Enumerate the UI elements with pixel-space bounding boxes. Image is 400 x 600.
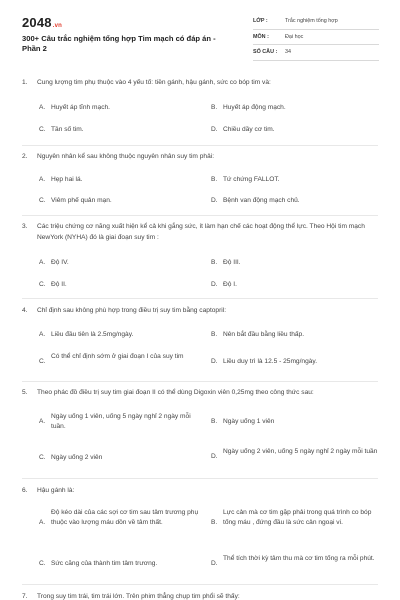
page-header: [0, 0, 400, 82]
logo-main: 2048: [22, 15, 52, 30]
option-text: Huyết áp tĩnh mạch.: [51, 104, 111, 111]
option-letter: C.: [39, 560, 46, 567]
option-letter: A.: [39, 331, 46, 338]
question-stem: [22, 152, 382, 163]
divider: [22, 478, 378, 479]
question-text: Cung lượng tim phụ thuộc vào 4 yếu tố: tiền gánh, hậu gánh, sức co bóp tim và:: [37, 79, 271, 86]
option-text: Ngày uống 2 viên, uống 5 ngày nghỉ 2 ngày mỗi tuần: [223, 448, 378, 455]
option-letter: A.: [39, 176, 46, 183]
option-letter: C.: [39, 358, 46, 365]
question-stem: [22, 78, 382, 89]
meta-table: [253, 14, 379, 61]
option-d[interactable]: [211, 196, 381, 206]
option-letter: B.: [211, 331, 218, 338]
option-letter: D.: [211, 358, 218, 365]
option-c[interactable]: [39, 453, 204, 463]
option-text: Lực cản mà cơ tim gặp phải trong quá trình co bóp tống máu , đứng đầu là sức cản ngoại vi.: [223, 509, 372, 526]
question-4: [22, 306, 382, 384]
question-number: 6.: [22, 487, 28, 494]
option-text: Ngày uống 1 viên: [223, 418, 275, 425]
question-number: 3.: [22, 223, 28, 230]
option-text: Thể tích thời kỳ tâm thu mà cơ tim tống ra mỗi phút.: [223, 555, 375, 562]
option-letter: A.: [39, 418, 46, 425]
option-c[interactable]: [39, 280, 204, 290]
question-7: [22, 592, 382, 600]
question-text: Theo phác đồ điều trị suy tim giai đoạn II có thể dùng Digoxin viên 0,25mg theo công thức sau:: [37, 389, 314, 396]
option-letter: A.: [39, 104, 46, 111]
logo-suffix: .vn: [52, 23, 63, 29]
question-text: Trong suy tim trái, tim trái lớn. Trên phim thẳng chụp tim phổi sẽ thấy:: [37, 593, 240, 600]
option-text: Bệnh van động mạch chủ.: [223, 197, 300, 204]
option-d[interactable]: [211, 554, 381, 567]
option-b[interactable]: [211, 330, 381, 340]
question-6: [22, 486, 382, 582]
option-text: Độ II.: [51, 281, 67, 288]
option-b[interactable]: [211, 508, 383, 528]
option-b[interactable]: [211, 175, 381, 185]
site-logo[interactable]: [22, 15, 62, 30]
option-text: Ngày uống 2 viên: [51, 454, 103, 461]
option-b[interactable]: [211, 258, 381, 268]
option-letter: C.: [39, 197, 46, 204]
question-stem: [22, 486, 382, 497]
option-a[interactable]: [39, 103, 204, 113]
page-title: 300+ Câu trắc nghiệm tổng hợp Tim mạch có đáp án - Phần 2: [22, 34, 216, 54]
option-letter: B.: [211, 104, 218, 111]
meta-key: LỚP :: [253, 18, 268, 24]
meta-row-subject: [253, 30, 379, 46]
option-c[interactable]: [39, 352, 199, 365]
question-stem: [22, 306, 382, 317]
divider: [22, 215, 378, 216]
option-letter: A.: [39, 259, 46, 266]
option-c[interactable]: [39, 559, 204, 569]
option-text: Chiều dầy cơ tim.: [223, 126, 275, 133]
option-text: Ngày uống 1 viên, uống 5 ngày nghỉ 2 ngày mỗi tuần.: [51, 413, 191, 430]
question-5: [22, 388, 382, 478]
question-stem: [22, 222, 382, 243]
divider: [22, 381, 378, 382]
meta-row-class: [253, 14, 379, 30]
option-c[interactable]: [39, 196, 204, 206]
question-number: 4.: [22, 307, 28, 314]
question-number: 7.: [22, 593, 28, 600]
option-a[interactable]: [39, 508, 209, 528]
option-c[interactable]: [39, 125, 204, 135]
option-text: Huyết áp động mạch.: [223, 104, 286, 111]
divider: [22, 145, 378, 146]
option-d[interactable]: [211, 447, 381, 460]
option-letter: C.: [39, 454, 46, 461]
question-3: [22, 222, 382, 302]
option-letter: D.: [211, 453, 218, 460]
meta-value: 34: [285, 49, 291, 55]
option-letter: B.: [211, 176, 218, 183]
option-text: Liều duy trì là 12.5 - 25mg/ngày.: [223, 358, 318, 365]
question-stem: [22, 592, 382, 600]
option-d[interactable]: [211, 357, 381, 367]
question-number: 2.: [22, 153, 28, 160]
option-letter: B.: [211, 418, 218, 425]
option-a[interactable]: [39, 258, 204, 268]
option-text: Tần số tim.: [51, 126, 84, 133]
option-letter: A.: [39, 519, 46, 526]
question-1: [22, 78, 382, 148]
option-b[interactable]: [211, 417, 381, 427]
option-a[interactable]: [39, 175, 204, 185]
meta-row-count: [253, 45, 379, 61]
option-text: Nên bắt đầu bằng liều thấp.: [223, 331, 305, 338]
option-letter: D.: [211, 126, 218, 133]
option-text: Độ IV.: [51, 259, 69, 266]
meta-value: Đại học: [285, 33, 304, 40]
option-text: Độ kéo dài của các sợi cơ tim sau tâm trương phụ thuộc vào lượng máu dồn về tâm thất.: [51, 509, 199, 526]
option-text: Hẹp hai lá.: [51, 176, 83, 183]
question-stem: [22, 388, 382, 399]
option-d[interactable]: [211, 280, 381, 290]
option-letter: C.: [39, 126, 46, 133]
option-text: Độ I.: [223, 281, 237, 288]
option-b[interactable]: [211, 103, 381, 113]
option-text: Sức căng của thành tim tâm trương.: [51, 560, 158, 567]
option-letter: C.: [39, 281, 46, 288]
option-text: Liều đầu tiên là 2.5mg/ngày.: [51, 331, 134, 338]
question-text: Hậu gánh là:: [37, 487, 75, 494]
option-letter: B.: [211, 519, 218, 526]
option-d[interactable]: [211, 125, 381, 135]
option-letter: D.: [211, 560, 218, 567]
meta-key: MÔN :: [253, 33, 269, 40]
option-text: Viêm phế quản mạn.: [51, 197, 112, 204]
question-text: Các triệu chứng cơ năng xuất hiện kể cả khi gắng sức, ít làm hạn chế các hoạt động thể lực. Theo Hội tim mạch NewYork (NYHA) đó là giai đoạn suy tim :: [37, 223, 365, 241]
option-letter: D.: [211, 197, 218, 204]
question-text: Nguyên nhân kể sau không thuộc nguyên nhân suy tim phải:: [37, 153, 215, 160]
option-a[interactable]: [39, 412, 199, 432]
option-text: Có thể chỉ định sớm ở giai đoạn I của suy tim: [51, 353, 184, 360]
question-number: 1.: [22, 79, 28, 86]
divider: [22, 584, 378, 585]
option-a[interactable]: [39, 330, 204, 340]
question-2: [22, 152, 382, 220]
option-text: Độ III.: [223, 259, 241, 266]
meta-key: SỐ CÂU :: [253, 49, 278, 55]
divider: [22, 298, 378, 299]
option-text: Tứ chứng FALLOT.: [223, 176, 280, 183]
question-number: 5.: [22, 389, 28, 396]
meta-value: Trắc nghiệm tổng hợp: [285, 18, 338, 24]
question-text: Chỉ định sau không phù hợp trong điều trị suy tim bằng captopril:: [37, 307, 227, 314]
option-letter: D.: [211, 281, 218, 288]
option-letter: B.: [211, 259, 218, 266]
